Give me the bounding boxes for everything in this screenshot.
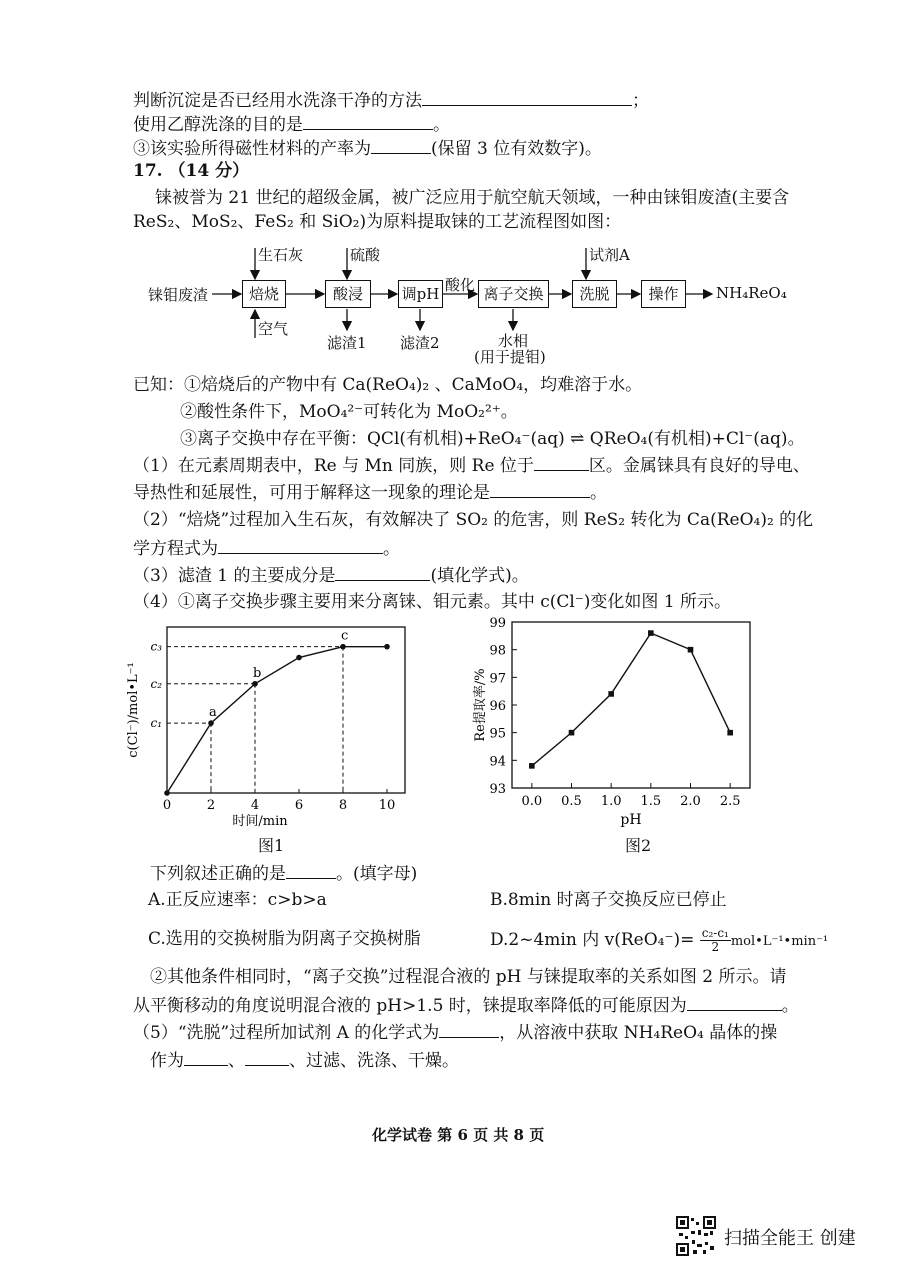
line-text: 、 [228, 1051, 245, 1071]
page-footer: 化学试卷 第 6 页 共 8 页 [372, 1126, 545, 1144]
x-tick-label: 1.5 [640, 794, 662, 809]
x-tick-label: 0.0 [521, 794, 543, 809]
acidify-label: 酸化 [445, 276, 476, 294]
data-point [569, 730, 575, 736]
x-tick-label: 0 [162, 798, 172, 813]
text-line [133, 535, 400, 561]
flowchart-arrows [0, 0, 900, 380]
flow-box-operation: 操作 [641, 280, 686, 308]
data-point [164, 790, 170, 796]
answer-blank[interactable] [687, 992, 782, 1011]
flow-box-roast: 焙烧 [242, 280, 286, 308]
text-line [133, 992, 799, 1018]
option-b: B.8min 时离子交换反应已停止 [490, 890, 727, 910]
line-text: 学方程式为 [133, 539, 218, 559]
text-line: ②其他条件相同时，“离子交换”过程混合液的 pH 与铼提取率的关系如图 2 所示。请 [150, 967, 787, 987]
flow-box-ion-exchange: 离子交换 [478, 280, 549, 308]
series-line [167, 647, 387, 793]
text-line [133, 562, 529, 588]
option-a: A.正反应速率：c>b>a [148, 890, 327, 910]
text-line [150, 860, 417, 886]
line-text: 、过滤、洗涤、干燥。 [289, 1051, 459, 1071]
figure-2-caption: 图2 [625, 836, 652, 855]
line-text: 下列叙述正确的是 [150, 864, 286, 884]
y-tick-label: c₃ [150, 639, 162, 654]
x-tick-label: 10 [378, 798, 396, 813]
data-point [384, 644, 390, 650]
text-line [133, 1019, 777, 1045]
y-tick-label: 95 [489, 726, 506, 742]
point-label-a: a [209, 705, 217, 721]
fraction [700, 927, 731, 954]
x-tick-label: 1.0 [600, 794, 622, 809]
data-point [648, 630, 654, 636]
data-point [340, 644, 346, 650]
scanner-watermark: 扫描全能王 创建 [724, 1228, 856, 1249]
data-point [252, 681, 258, 687]
line-text: (保留 3 位有效数字)。 [431, 139, 602, 159]
line-text: （1）在元素周期表中，Re 与 Mn 同族，则 Re 位于 [133, 456, 534, 476]
series-line [532, 633, 730, 766]
chart-figure-1 [115, 615, 415, 835]
data-point [296, 655, 302, 661]
input-reagent-a: 试剂A [589, 246, 630, 264]
flow-box-elution: 洗脱 [572, 280, 617, 308]
line-text: ； [632, 91, 649, 111]
figure-1-caption: 图1 [258, 836, 285, 855]
input-air: 空气 [258, 320, 289, 338]
x-tick-label: 4 [250, 798, 260, 813]
x-tick-label: 0.5 [561, 794, 582, 809]
x-axis-label: pH [620, 812, 642, 828]
answer-blank[interactable] [245, 1047, 289, 1066]
qr-code-icon [676, 1216, 716, 1256]
line-text: 。 [433, 115, 450, 135]
x-tick-label: 2.0 [680, 794, 701, 809]
x-axis-label: 时间/min [232, 814, 288, 829]
input-quicklime: 生石灰 [258, 246, 304, 264]
line-text: 。(填字母) [336, 864, 418, 884]
answer-blank[interactable] [534, 452, 589, 471]
x-tick-label: 6 [294, 798, 304, 813]
point-label-b: b [253, 665, 262, 681]
flow-start-label: 铼钼废渣 [148, 286, 209, 304]
text-line [133, 479, 607, 505]
line-text: ③该实验所得磁性材料的产率为 [133, 139, 371, 159]
chart-figure-2 [460, 610, 790, 830]
answer-blank[interactable] [286, 860, 336, 879]
fraction-numerator: c₂-c₁ [701, 926, 729, 940]
line-text: 作为 [150, 1051, 184, 1071]
data-point [688, 647, 694, 653]
known-text: ③离子交换中存在平衡：QCl(有机相)+ReO₄⁻(aq) ⇌ QReO₄(有机相)+Cl⁻(aq)。 [180, 429, 805, 449]
line-text: 使用乙醇洗涤的目的是 [133, 115, 303, 135]
line-text: 。 [383, 539, 400, 559]
y-tick-label: 94 [489, 754, 506, 770]
option-d-text: D.2~4min 内 v(ReO₄⁻)= [490, 930, 695, 950]
y-tick-label: 93 [489, 782, 506, 797]
input-sulfuric-acid: 硫酸 [350, 246, 381, 264]
line-text: 。 [590, 483, 607, 503]
option-c: C.选用的交换树脂为阴离子交换树脂 [148, 929, 421, 949]
option-d [490, 927, 828, 954]
output-aqueous-note: (用于提钼) [474, 348, 546, 366]
intro-text: ReS₂、MoS₂、FeS₂ 和 SiO₂)为原料提取铼的工艺流程图如图： [133, 212, 622, 232]
flow-box-adjust-ph: 调pH [398, 280, 443, 308]
x-tick-label: 2.5 [719, 794, 741, 809]
y-tick-label: 98 [489, 643, 506, 659]
y-axis-label: Re提取率/% [473, 668, 488, 742]
line-text: 区。金属铼具有良好的导电、 [588, 456, 810, 476]
y-tick-label: c₂ [150, 676, 162, 691]
question-number: 17. （14 分） [133, 161, 250, 181]
y-tick-label: 97 [489, 671, 506, 687]
data-point [608, 691, 614, 697]
data-point [529, 763, 535, 769]
output-residue-1: 滤渣1 [327, 334, 367, 352]
line-text: 判断沉淀是否已经用水洗涤干净的方法 [133, 91, 422, 111]
y-axis-label: c(Cl⁻)/mol•L⁻¹ [126, 662, 141, 758]
line-text: 。 [781, 996, 799, 1016]
plot-frame [512, 622, 750, 788]
data-point [208, 720, 214, 726]
line-text: 从平衡移动的角度说明混合液的 pH>1.5 时，铼提取率降低的可能原因为 [133, 996, 687, 1016]
y-tick-label: 99 [489, 616, 506, 631]
line-text: （3）滤渣 1 的主要成分是 [133, 566, 336, 586]
x-tick-label: 8 [338, 798, 348, 813]
line-text: (填化学式)。 [430, 566, 529, 586]
answer-blank[interactable] [335, 562, 430, 581]
y-tick-label: c₁ [150, 716, 162, 731]
text-line [150, 1047, 459, 1073]
answer-blank[interactable] [439, 1019, 499, 1038]
line-text: 导热性和延展性，可用于解释这一现象的理论是 [133, 483, 490, 503]
text-line: （2）“焙烧”过程加入生石灰，有效解决了 SO₂ 的危害，则 ReS₂ 转化为 Ca(ReO₄)₂ 的化 [133, 510, 814, 530]
option-d-unit: mol•L⁻¹•min⁻¹ [730, 934, 829, 949]
line-text: ，从溶液中获取 NH₄ReO₄ 晶体的操 [499, 1023, 778, 1043]
line-text: （5）“洗脱”过程所加试剂 A 的化学式为 [133, 1023, 440, 1043]
answer-blank[interactable] [490, 479, 590, 498]
answer-blank[interactable] [184, 1047, 228, 1066]
output-aqueous-phase: 水相 [498, 332, 529, 350]
flow-end-label: NH₄ReO₄ [716, 284, 787, 302]
known-text: 已知：①焙烧后的产物中有 Ca(ReO₄)₂ 、CaMoO₄，均难溶于水。 [133, 375, 643, 395]
x-tick-label: 2 [206, 798, 216, 813]
data-point [727, 730, 733, 736]
known-text: ②酸性条件下，MoO₄²⁻可转化为 MoO₂²⁺。 [180, 402, 518, 422]
answer-blank[interactable] [218, 535, 383, 554]
plot-frame [167, 627, 405, 793]
flow-box-acid-leach: 酸浸 [325, 280, 371, 308]
fraction-denominator: 2 [711, 940, 720, 954]
y-tick-label: 96 [489, 699, 506, 714]
intro-text: 铼被誉为 21 世纪的超级金属，被广泛应用于航空航天领域，一种由铼钼废渣(主要含 [155, 188, 790, 208]
text-line: （4）①离子交换步骤主要用来分离铼、钼元素。其中 c(Cl⁻)变化如图 1 所示。 [133, 592, 732, 612]
point-label-c: c [341, 628, 349, 644]
output-residue-2: 滤渣2 [400, 334, 440, 352]
text-line [133, 452, 810, 478]
